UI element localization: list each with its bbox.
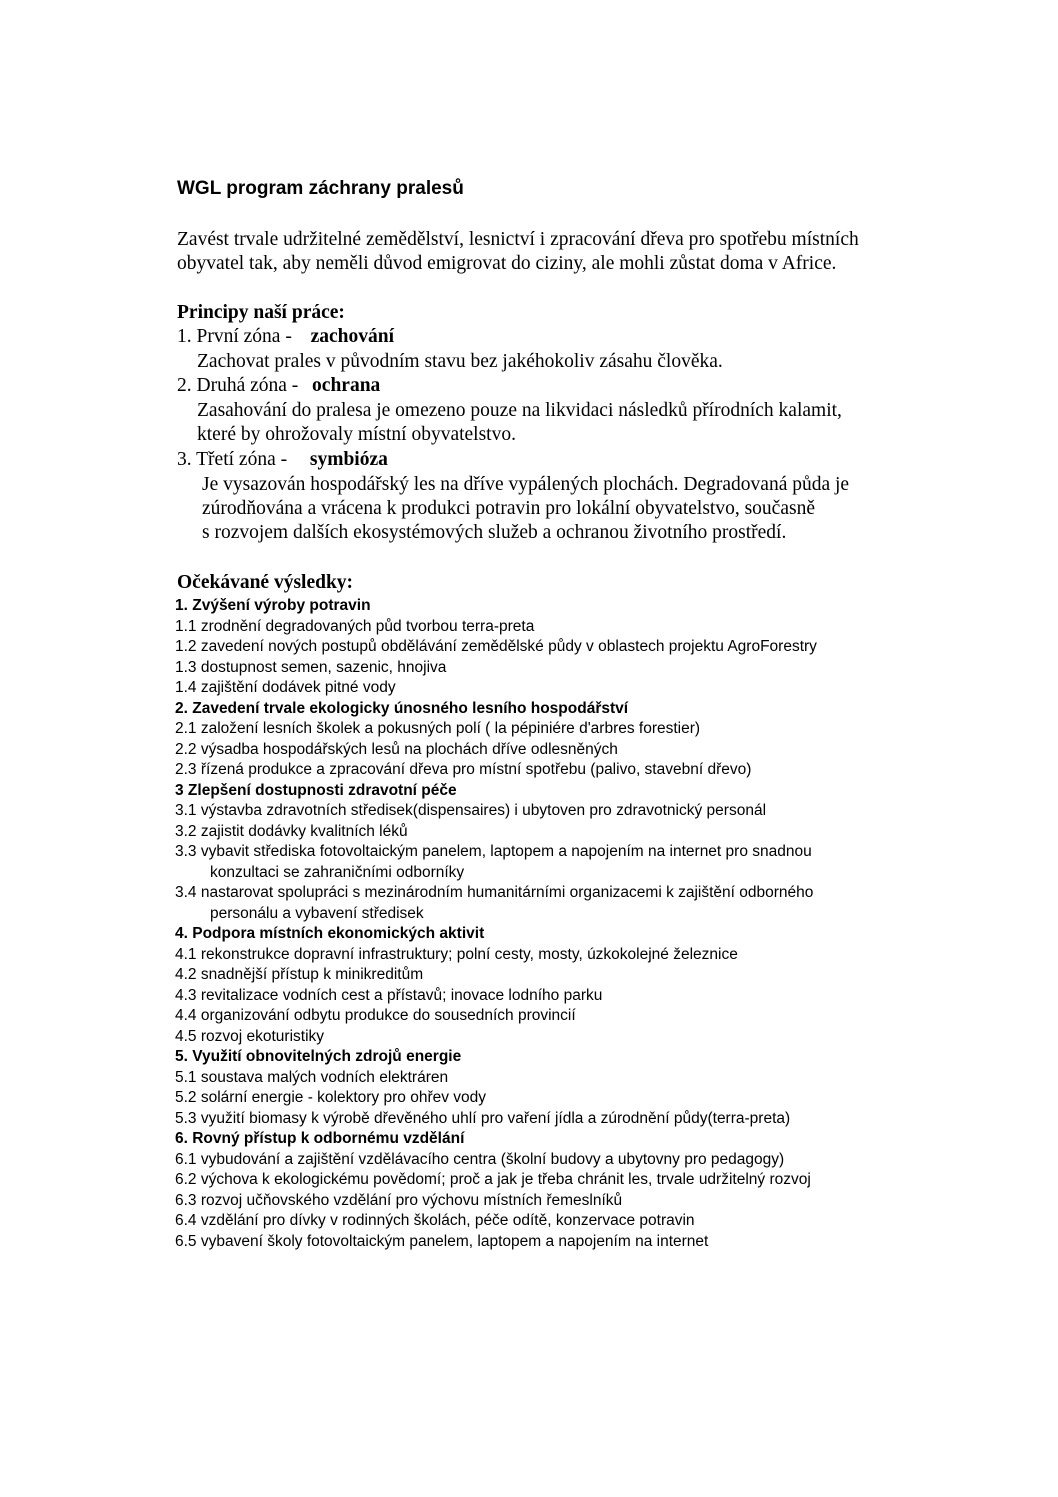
intro-line: obyvatel tak, aby neměli důvod emigrovat do ciziny, ale mohli zůstat doma v Africe. (177, 253, 837, 274)
zone-description-line: Zasahování do pralesa je omezeno pouze na likvidaci následků přírodních kalamit, (197, 400, 842, 421)
zone-2-heading (177, 374, 380, 398)
zone-description-line: s rozvojem dalších ekosystémových služeb a ochranou životního prostředí. (202, 522, 787, 543)
result-category: 2. Zavedení trvale ekologicky únosného lesního hospodářství (175, 699, 629, 717)
result-item: 3.3 vybavit střediska fotovoltaickým panelem, laptopem a napojením na internet pro snadnou (175, 843, 812, 860)
intro-line: Zavést trvale udržitelné zemědělství, lesnictví i zpracování dřeva pro spotřebu místních (177, 229, 859, 250)
result-item: 4.2 snadnější přístup k minikreditům (175, 966, 424, 983)
zone-1-heading (177, 325, 394, 349)
result-item: 6.5 vybavení školy fotovoltaickým panelem, laptopem a napojením na internet (175, 1232, 709, 1250)
result-item-continuation: konzultaci se zahraničními odborníky (210, 863, 465, 881)
result-item: 5.1 soustava malých vodních elektráren (175, 1068, 449, 1086)
zone-description-line: Je vysazován hospodářský les na dříve vypálených plochách. Degradovaná půda je (202, 474, 850, 495)
principles-heading: Principy naší práce: (177, 302, 345, 323)
result-item: 3.4 nastarovat spolupráci s mezinárodním humanitárními organizacemi k zajištění odborného (175, 884, 814, 901)
result-item: 1.3 dostupnost semen, sazenic, hnojiva (175, 658, 447, 676)
zone-name: ochrana (312, 375, 381, 396)
result-item: 6.1 vybudování a zajištění vzdělávacího centra (školní budovy a ubytovny pro pedagogy) (175, 1150, 785, 1168)
zone-3-description (202, 473, 849, 545)
result-item: 5.3 využití biomasy k výrobě dřevěného uhlí pro vaření jídla a zúrodnění půdy(terra-preta) (175, 1109, 791, 1127)
zone-1-description: Zachovat prales v původním stavu bez jakéhokoliv zásahu člověka. (197, 351, 723, 372)
result-category: 3 Zlepšení dostupnosti zdravotní péče (175, 781, 457, 799)
result-item: 1.2 zavedení nových postupů obdělávání zemědělské půdy v oblastech projektu AgroForestry (175, 638, 817, 655)
results-heading: Očekávané výsledky: (177, 572, 354, 593)
zone-name: symbióza (309, 449, 388, 470)
result-item: 5.2 solární energie - kolektory pro ohřev vody (175, 1089, 487, 1106)
result-category: 5. Využití obnovitelných zdrojů energie (175, 1048, 462, 1065)
result-item: 3.1 výstavba zdravotních středisek(dispensaires) i ubytoven pro zdravotnický personál (175, 802, 767, 819)
result-item: 1.4 zajištění dodávek pitné vody (175, 679, 396, 696)
zone-label: 3. Třetí zóna - (177, 449, 288, 470)
result-category: 1. Zvýšení výroby potravin (175, 597, 371, 614)
zone-2-description (197, 399, 842, 447)
result-item: 2.3 řízená produkce a zpracování dřeva pro místní spotřebu (palivo, stavební dřevo) (175, 761, 752, 778)
result-category: 6. Rovný přístup k odbornému vzdělání (175, 1130, 465, 1147)
result-item: 6.3 rozvoj učňovského vzdělání pro výchovu místních řemeslníků (175, 1191, 623, 1209)
zone-description-line: zúrodňována a vrácena k produkci potravin pro lokální obyvatelstvo, současně (202, 498, 815, 519)
zone-label: 2. Druhá zóna - (177, 375, 299, 396)
result-item: 2.2 výsadba hospodářských lesů na plochách dříve odlesněných (175, 740, 618, 758)
result-item: 6.2 výchova k ekologickému povědomí; proč a jak je třeba chránit les, trvale udržitelný rozvoj (175, 1171, 811, 1188)
result-item: 4.4 organizování odbytu produkce do sousedních provincií (175, 1007, 576, 1024)
result-item: 4.3 revitalizace vodních cest a přístavů; inovace lodního parku (175, 986, 603, 1004)
intro-paragraph (177, 228, 859, 276)
zone-label: 1. První zóna - (177, 326, 292, 347)
result-category: 4. Podpora místních ekonomických aktivit (175, 925, 485, 942)
result-item: 2.1 založení lesních školek a pokusných polí ( la pépiniére d'arbres forestier) (175, 720, 701, 737)
result-item: 1.1 zrodnění degradovaných půd tvorbou terra-preta (175, 617, 535, 635)
document-title: WGL program záchrany pralesů (177, 178, 464, 199)
zone-description-line: které by ohrožovaly místní obyvatelstvo. (197, 424, 516, 445)
results-list (175, 596, 817, 1252)
result-item: 6.4 vzdělání pro dívky v rodinných školách, péče odítě, konzervace potravin (175, 1212, 695, 1229)
zone-name: zachování (310, 326, 394, 347)
result-item: 3.2 zajistit dodávky kvalitních léků (175, 822, 408, 840)
zone-3-heading (177, 448, 388, 472)
result-item: 4.5 rozvoj ekoturistiky (175, 1027, 325, 1045)
result-item: 4.1 rekonstrukce dopravní infrastruktury; polní cesty, mosty, úzkokolejné železnice (175, 945, 738, 963)
result-item-continuation: personálu a vybavení středisek (210, 904, 424, 922)
